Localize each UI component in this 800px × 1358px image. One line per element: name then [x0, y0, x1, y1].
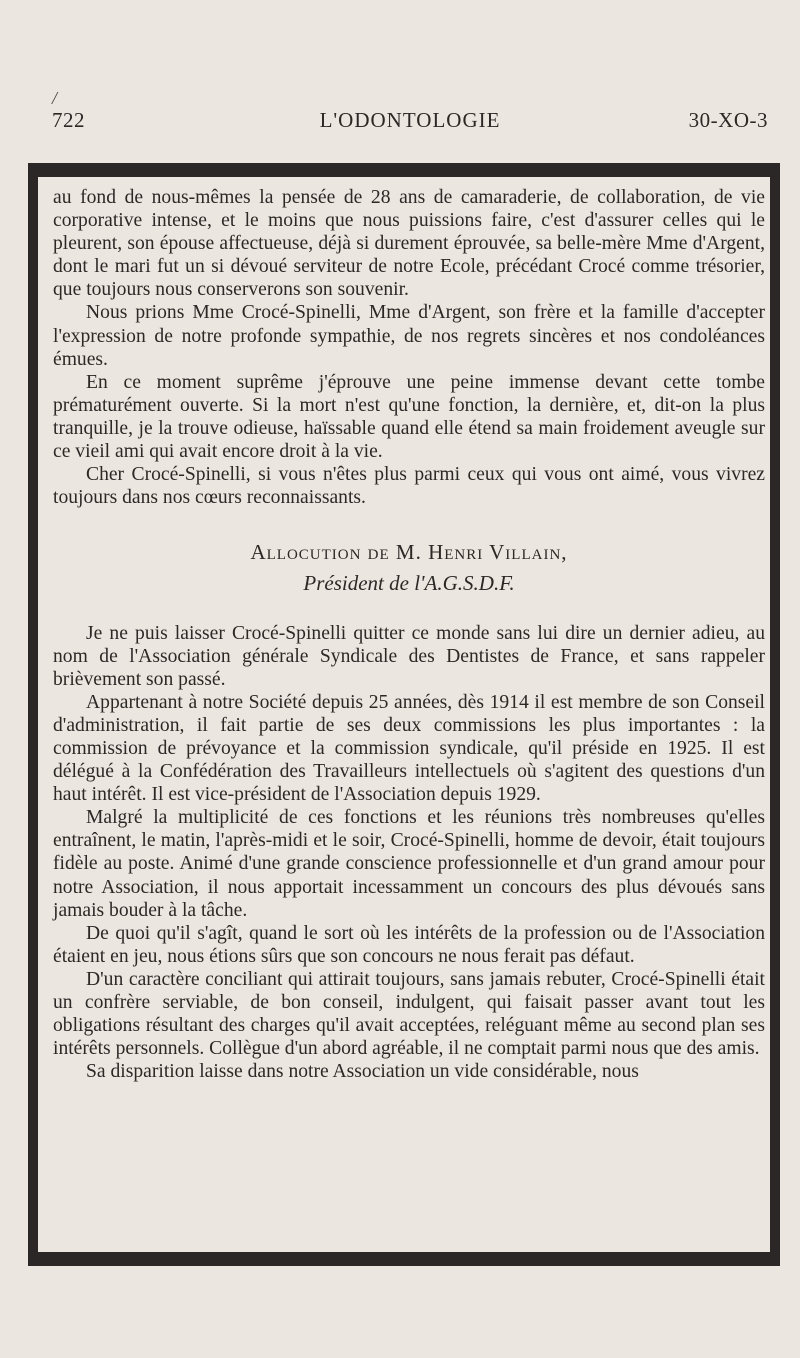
paragraph-1: au fond de nous-mêmes la pensée de 28 ans de camaraderie, de collaboration, de vie corporative intense, et le moins que nous puissions faire, c'est d'assurer celles qui le pleurent, son épouse affectueuse, déjà si durement éprouvée, sa belle-mère Mme d'Argent, dont le mari fut un si dévoué serviteur de notre Ecole, précédant Crocé comme trésorier, que toujours nous conserverons son souvenir. — [53, 187, 765, 301]
paragraph-5: Je ne puis laisser Crocé-Spinelli quitter ce monde sans lui dire un dernier adieu, au nom de l'Association générale Syndicale des Dentistes de France, et sans rappeler brièvement son passé. — [53, 622, 765, 690]
paragraph-4: Cher Crocé-Spinelli, si vous n'êtes plus parmi ceux qui vous ont aimé, vous vivrez toujours dans nos cœurs reconnaissants. — [53, 464, 765, 509]
paragraph-9: D'un caractère conciliant qui attirait toujours, sans jamais rebuter, Crocé-Spinelli était un confrère serviable, de bon conseil, indulgent, qui faisait passer avant tout les obligations résultant des charges qu'il avait acceptées, reléguant même au second plan ses intérêts personnels. Collègue d'un abord agréable, il ne comptait parmi nous que des amis. — [53, 968, 765, 1060]
speech-subheading: Président de l'A.G.S.D.F. — [303, 571, 515, 596]
margin-mark: / — [52, 88, 58, 108]
paragraph-6: Appartenant à notre Société depuis 25 années, dès 1914 il est membre de son Conseil d'administration, il fait partie de ses deux commissions les plus importantes : la commission de prévoyance et la commission syndicale, qu'il préside en 1925. Il est délégué à la Confédération des Travailleurs intellectuels où s'agitent des questions d'un haut intérêt. Il est vice-président de l'Association depuis 1929. — [53, 691, 765, 806]
paragraph-10: Sa disparition laisse dans notre Association un vide considérable, nous — [86, 1061, 639, 1083]
paragraph-3: En ce moment suprême j'éprouve une peine immense devant cette tombe prématurément ouverte. Si la mort n'est qu'une fonction, la dernière, et, dit-on la plus tranquille, je la trouve odieuse, haïssable quand elle étend sa main froidement aveugle sur ce vieil ami qui avait encore droit à la vie. — [53, 371, 765, 463]
paragraph-8: De quoi qu'il s'agît, quand le sort où les intérêts de la profession ou de l'Association étaient en jeu, nous étions sûrs que son concours ne nous ferait pas défaut. — [53, 922, 765, 967]
paragraph-7: Malgré la multiplicité de ces fonctions et les réunions très nombreuses qu'elles entraînent, le matin, l'après-midi et le soir, Crocé-Spinelli, homme de devoir, était toujours fidèle au poste. Animé d'une grande conscience professionnelle et d'un grand amour pour notre Association, il nous apportait incessamment un concours des plus dévoués sans jamais bouder à la tâche. — [53, 807, 765, 921]
paragraph-2: Nous prions Mme Crocé-Spinelli, Mme d'Argent, son frère et la famille d'accepter l'expression de notre profonde sympathie, de nos regrets sincères et nos condoléances émues. — [53, 302, 765, 370]
article-body — [53, 186, 765, 1083]
speech-heading: Allocution de M. Henri Villain, — [250, 540, 568, 565]
journal-title: L'ODONTOLOGIE — [319, 108, 501, 132]
running-head — [52, 108, 768, 138]
page-number: 722 — [52, 108, 85, 132]
issue-date: 30-XO-3 — [688, 108, 768, 132]
